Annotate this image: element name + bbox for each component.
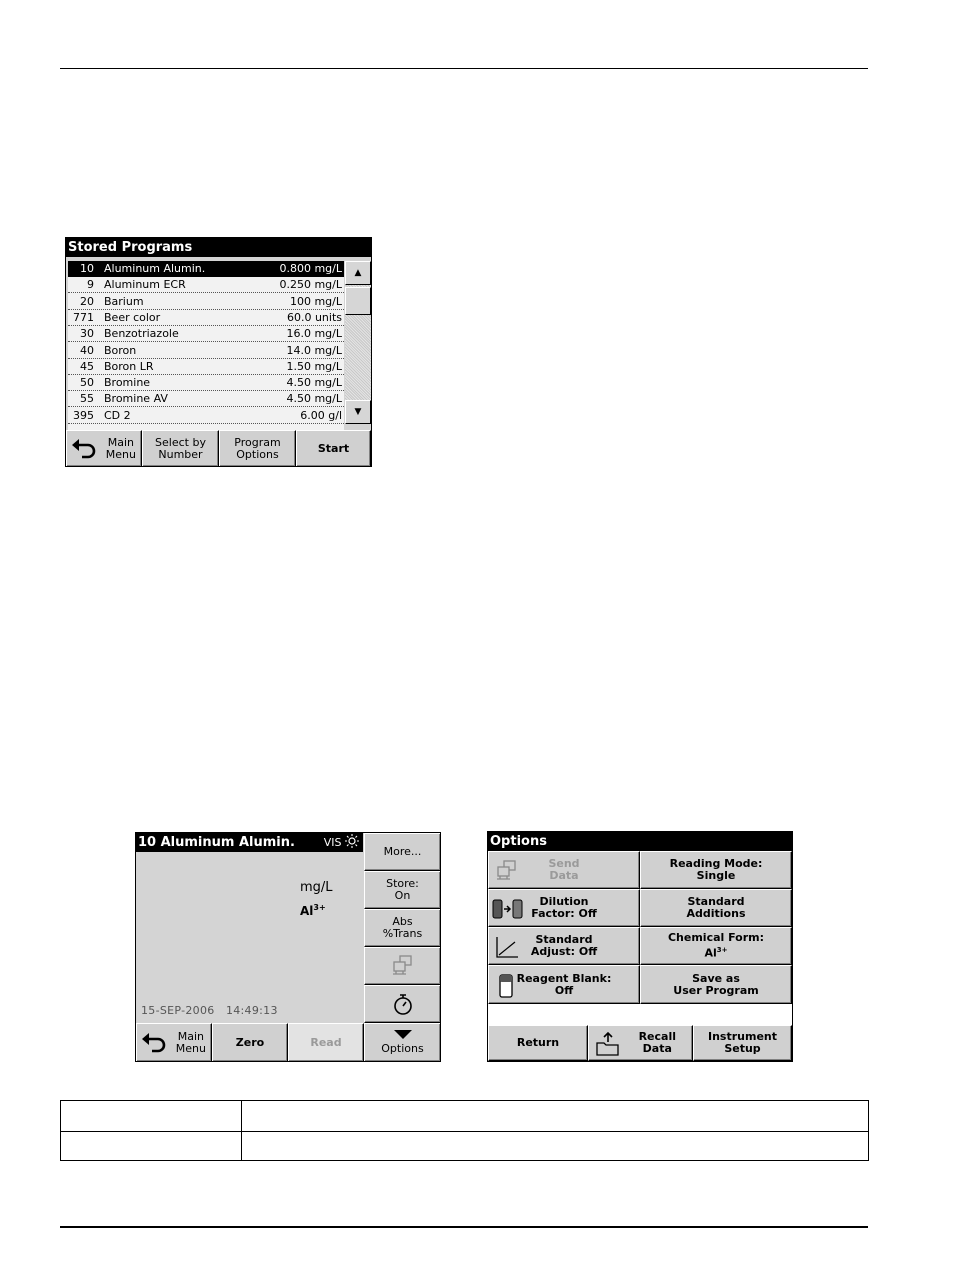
program-value: 14.0 mg/L [286, 343, 342, 357]
time: 14:49:13 [225, 1004, 278, 1017]
program-number: 50 [80, 376, 94, 390]
unit-label: mg/L [300, 880, 333, 895]
program-value: 60.0 units [286, 310, 342, 324]
program-name: Barium [104, 294, 144, 308]
select-by-number-button[interactable]: Select by Number [142, 430, 219, 467]
program-name: Boron LR [104, 359, 154, 373]
chemical-form-symbol: Al [300, 904, 314, 918]
abs-trans-button[interactable]: Abs %Trans [364, 909, 441, 947]
program-name: CD 2 [104, 408, 131, 422]
dilution-factor-label: Dilution Factor: Off [531, 895, 597, 920]
scroll-down-button[interactable]: ▼ [345, 400, 371, 424]
stored-programs-title: Stored Programs [66, 238, 371, 257]
chemical-form-label: Chemical Form: [667, 931, 765, 945]
options-title: Options [488, 832, 792, 851]
program-name: Bromine [104, 376, 151, 390]
program-value: 16.0 mg/L [286, 327, 342, 341]
program-value: 0.800 mg/L [279, 262, 342, 275]
main-menu-label: Main Menu [105, 435, 136, 461]
reading-mode-button[interactable]: Reading Mode: Single [640, 851, 792, 889]
program-value: 6.00 g/l [300, 408, 342, 422]
store-button[interactable]: Store: On [364, 871, 441, 909]
program-number: 40 [80, 343, 94, 357]
date: 15-SEP-2006 [141, 1004, 215, 1017]
program-number: 55 [80, 392, 94, 406]
recall-data-label: Recall Data [638, 1030, 676, 1055]
zero-button[interactable]: Zero [212, 1023, 288, 1062]
program-name: Aluminum ECR [104, 278, 186, 292]
chemical-form-charge: 3+ [313, 903, 326, 912]
standard-adjust-label: Standard Adjust: Off [530, 933, 598, 958]
bottom-rule [60, 1226, 868, 1228]
reagent-blank-label: Reagent Blank: Off [516, 971, 612, 997]
program-number: 20 [80, 294, 94, 308]
more-button[interactable]: More... [364, 833, 441, 871]
program-number: 30 [80, 327, 94, 341]
program-name: Benzotriazole [104, 327, 179, 341]
standard-additions-button[interactable]: Standard Additions [640, 889, 792, 927]
program-options-button[interactable]: Program Options [219, 430, 296, 467]
program-number: 9 [87, 278, 94, 292]
program-value: 1.50 mg/L [286, 359, 342, 373]
measure-main-menu-label: Main Menu [175, 1029, 206, 1055]
program-value: 4.50 mg/L [286, 376, 342, 390]
program-value: 0.250 mg/L [279, 278, 342, 292]
program-name: Boron [104, 343, 137, 357]
program-value: 4.50 mg/L [286, 392, 342, 406]
program-name: Beer color [104, 310, 161, 324]
options-label: Options [381, 1042, 424, 1055]
program-number: 771 [73, 310, 94, 324]
vis-label: VIS [323, 836, 342, 849]
return-button[interactable]: Return [488, 1025, 588, 1061]
program-name: Aluminum Alumin. [104, 262, 206, 275]
instrument-setup-button[interactable]: Instrument Setup [693, 1025, 792, 1061]
program-number: 45 [80, 359, 94, 373]
save-user-program-button[interactable]: Save as User Program [640, 965, 792, 1004]
start-button[interactable]: Start [296, 430, 371, 467]
program-name: Bromine AV [104, 392, 168, 406]
program-number: 395 [73, 408, 94, 422]
program-value: 100 mg/L [289, 294, 342, 308]
program-number: 10 [80, 262, 94, 275]
program-title-text: 10 Aluminum Alumin. [138, 835, 295, 850]
read-button[interactable]: Read [288, 1023, 364, 1062]
chemical-form-value-symbol: Al [704, 946, 717, 960]
scroll-up-button[interactable]: ▲ [345, 261, 371, 285]
chemical-form-value-charge: 3+ [716, 946, 728, 955]
send-data-label: Send Data [548, 857, 580, 882]
